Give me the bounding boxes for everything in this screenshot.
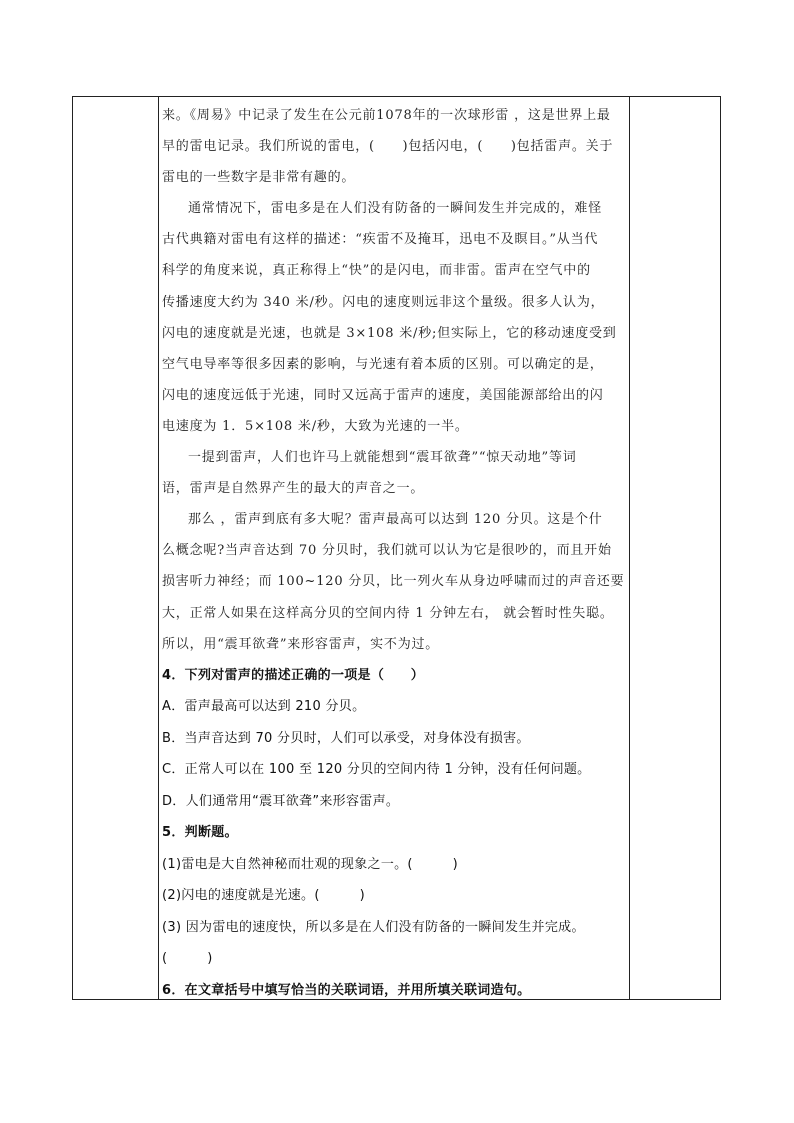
passage-line: 一提到雷声，人们也许马上就能想到“震耳欲聋”“惊天动地”等词	[188, 450, 577, 466]
passage-line: 么概念呢?当声音达到 70 分贝时，我们就可以认为它是很吵的，而且开始	[162, 543, 612, 559]
question-6-stem: 6．在文章括号中填写恰当的关联词语，并用所填关联词造句。	[162, 982, 531, 998]
question-5-item-1: (1)雷电是大自然神秘而壮观的现象之一。( )	[162, 856, 459, 872]
passage-line: 语，雷声是自然界产生的最大的声音之一。	[162, 481, 425, 497]
passage-line: 空气电导率等很多因素的影响，与光速有着本质的区别。可以确定的是，	[162, 356, 604, 372]
passage-line: 所以，用“震耳欲聋”来形容雷声，实不为过。	[162, 636, 440, 652]
passage-line: 科学的角度来说，真正称得上“快”的是闪电，而非雷。雷声在空气中的	[162, 263, 591, 279]
question-4	[162, 660, 628, 818]
question-5-item-3-blank: ( )	[162, 951, 213, 967]
passage-line: 早的雷电记录。我们所说的雷电，( )包括闪电，( )包括雷声。关于	[162, 139, 614, 155]
passage-line: 闪电的速度就是光速，也就是 3×108 米/秒;但实际上，它的移动速度受到	[162, 325, 617, 341]
passage-line: 古代典籍对雷电有这样的描述：“疾雷不及掩耳，迅电不及瞑目。”从当代	[162, 232, 599, 248]
main-content-cell	[162, 100, 628, 1006]
question-6	[162, 975, 628, 1007]
passage-paragraph-1	[162, 100, 628, 193]
question-5-stem: 5．判断题。	[162, 825, 238, 841]
passage-line: 那么 ，雷声到底有多大呢？雷声最高可以达到 120 分贝。这是个什	[188, 512, 603, 528]
question-4-option-a: A．雷声最高可以达到 210 分贝。	[162, 699, 366, 715]
passage-line: 闪电的速度远低于光速，同时又远高于雷声的速度，美国能源部给出的闪	[162, 387, 604, 403]
question-4-option-c: C．正常人可以在 100 至 120 分贝的空间内待 1 分钟，没有任何问题。	[162, 762, 591, 778]
right-column-divider	[629, 97, 630, 999]
question-4-option-d: D．人们通常用“震耳欲聋”来形容雷声。	[162, 793, 400, 809]
passage-line: 大，正常人如果在这样高分贝的空间内待 1 分钟左右， 就会暂时性失聪。	[162, 605, 614, 621]
passage-line: 电速度为 1．5×108 米/秒，大致为光速的一半。	[162, 418, 469, 434]
passage-paragraph-3	[162, 442, 628, 504]
passage-line: 传播速度大约为 340 米/秒。闪电的速度则远非这个量级。很多人认为，	[162, 294, 605, 310]
passage-paragraph-4	[162, 504, 628, 659]
passage-line: 来。《周易》中记录了发生在公元前1078年的一次球形雷 ，这是世界上最	[162, 108, 611, 123]
passage-line: 通常情况下，雷电多是在人们没有防备的一瞬间发生并完成的，难怪	[188, 201, 603, 217]
left-column-divider	[158, 97, 159, 999]
question-5-item-2: (2)闪电的速度就是光速。( )	[162, 888, 365, 904]
reading-passage	[162, 100, 628, 660]
passage-line: 雷电的一些数字是非常有趣的。	[162, 170, 356, 186]
passage-line: 损害听力神经；而 100~120 分贝，比一列火车从身边呼啸而过的声音还要	[162, 574, 625, 590]
passage-paragraph-2	[162, 193, 628, 442]
question-5	[162, 817, 628, 975]
question-5-item-3: (3) 因为雷电的速度快，所以多是在人们没有防备的一瞬间发生并完成。	[162, 919, 585, 935]
question-4-stem: 4．下列对雷声的描述正确的一项是（ ）	[162, 667, 425, 683]
question-4-option-b: B．当声音达到 70 分贝时，人们可以承受，对身体没有损害。	[162, 730, 530, 746]
